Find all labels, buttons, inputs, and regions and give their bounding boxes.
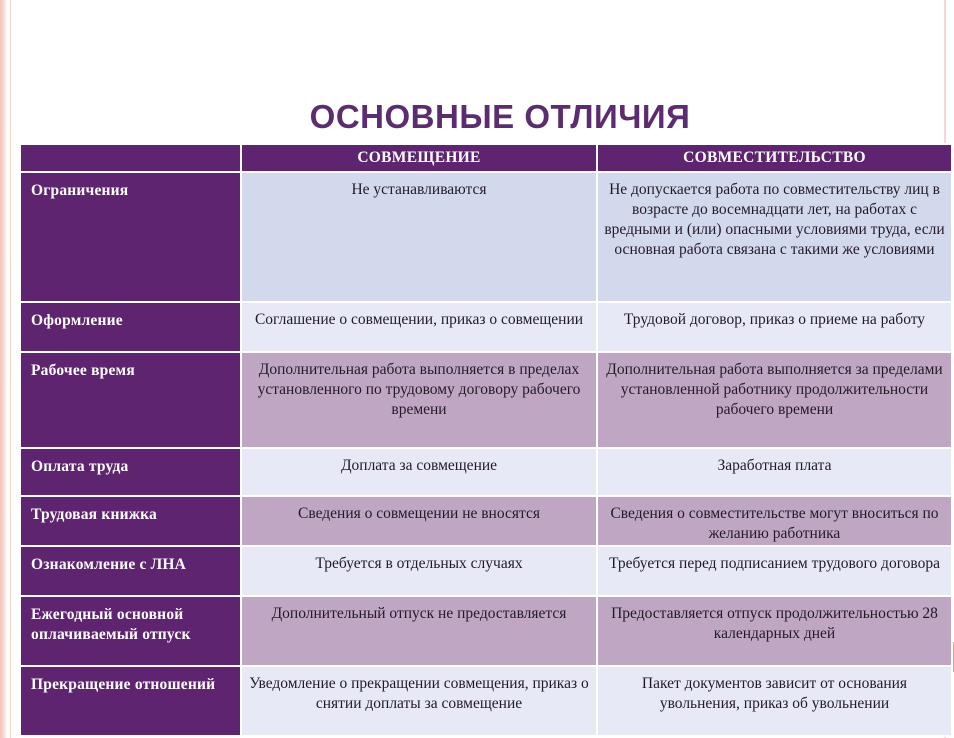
comparison-table: [19, 143, 953, 737]
row-label: Оплата труда: [20, 448, 241, 496]
cell-combining: Дополнительная работа выполняется в пределах установленного по трудовому договору рабочего времени: [241, 352, 597, 448]
row-label: Прекращение отношений: [20, 666, 241, 736]
table-row: [20, 546, 952, 596]
row-label: Оформление: [20, 302, 241, 352]
header-corner-cell: [20, 144, 241, 172]
row-label: Ежегодный основной оплачиваемый отпуск: [20, 596, 241, 666]
table-row: [20, 496, 952, 546]
cell-combining: Соглашение о совмещении, приказ о совмещении: [241, 302, 597, 352]
table-row: [20, 352, 952, 448]
cell-part-time: Требуется перед подписанием трудового договора: [597, 546, 952, 596]
table-row: [20, 666, 952, 736]
cell-combining: Требуется в отдельных случаях: [241, 546, 597, 596]
table-row: [20, 596, 952, 666]
row-label: Ознакомление с ЛНА: [20, 546, 241, 596]
cell-part-time: Трудовой договор, приказ о приеме на работу: [597, 302, 952, 352]
cell-part-time: Предоставляется отпуск продолжительностью 28 календарных дней: [597, 596, 952, 666]
cell-part-time: Не допускается работа по совместительству лиц в возрасте до восемнадцати лет, на работах с вредными и (или) опасными условиями труда, если основная работа связана с такими же условиями: [597, 172, 952, 302]
cell-combining: Не устанавливаются: [241, 172, 597, 302]
row-label: Трудовая книжка: [20, 496, 241, 546]
cell-combining: Дополнительный отпуск не предоставляется: [241, 596, 597, 666]
header-combining: СОВМЕЩЕНИЕ: [241, 144, 597, 172]
row-label: Рабочее время: [20, 352, 241, 448]
cell-part-time: Пакет документов зависит от основания увольнения, приказ об увольнении: [597, 666, 952, 736]
table-header-row: [20, 144, 952, 172]
table-row: [20, 448, 952, 496]
cell-combining: Уведомление о прекращении совмещения, приказ о снятии доплаты за совмещение: [241, 666, 597, 736]
table-row: [20, 172, 952, 302]
slide-title: ОСНОВНЫЕ ОТЛИЧИЯ: [309, 98, 691, 135]
table-row: [20, 302, 952, 352]
cell-part-time: Сведения о совместительстве могут вноситься по желанию работника: [597, 496, 952, 546]
row-label: Ограничения: [20, 172, 241, 302]
cell-part-time: Заработная плата: [597, 448, 952, 496]
cell-combining: Доплата за совмещение: [241, 448, 597, 496]
header-part-time: СОВМЕСТИТЕЛЬСТВО: [597, 144, 952, 172]
cell-combining: Сведения о совмещении не вносятся: [241, 496, 597, 546]
cell-part-time: Дополнительная работа выполняется за пределами установленной работнику продолжительности рабочего времени: [597, 352, 952, 448]
